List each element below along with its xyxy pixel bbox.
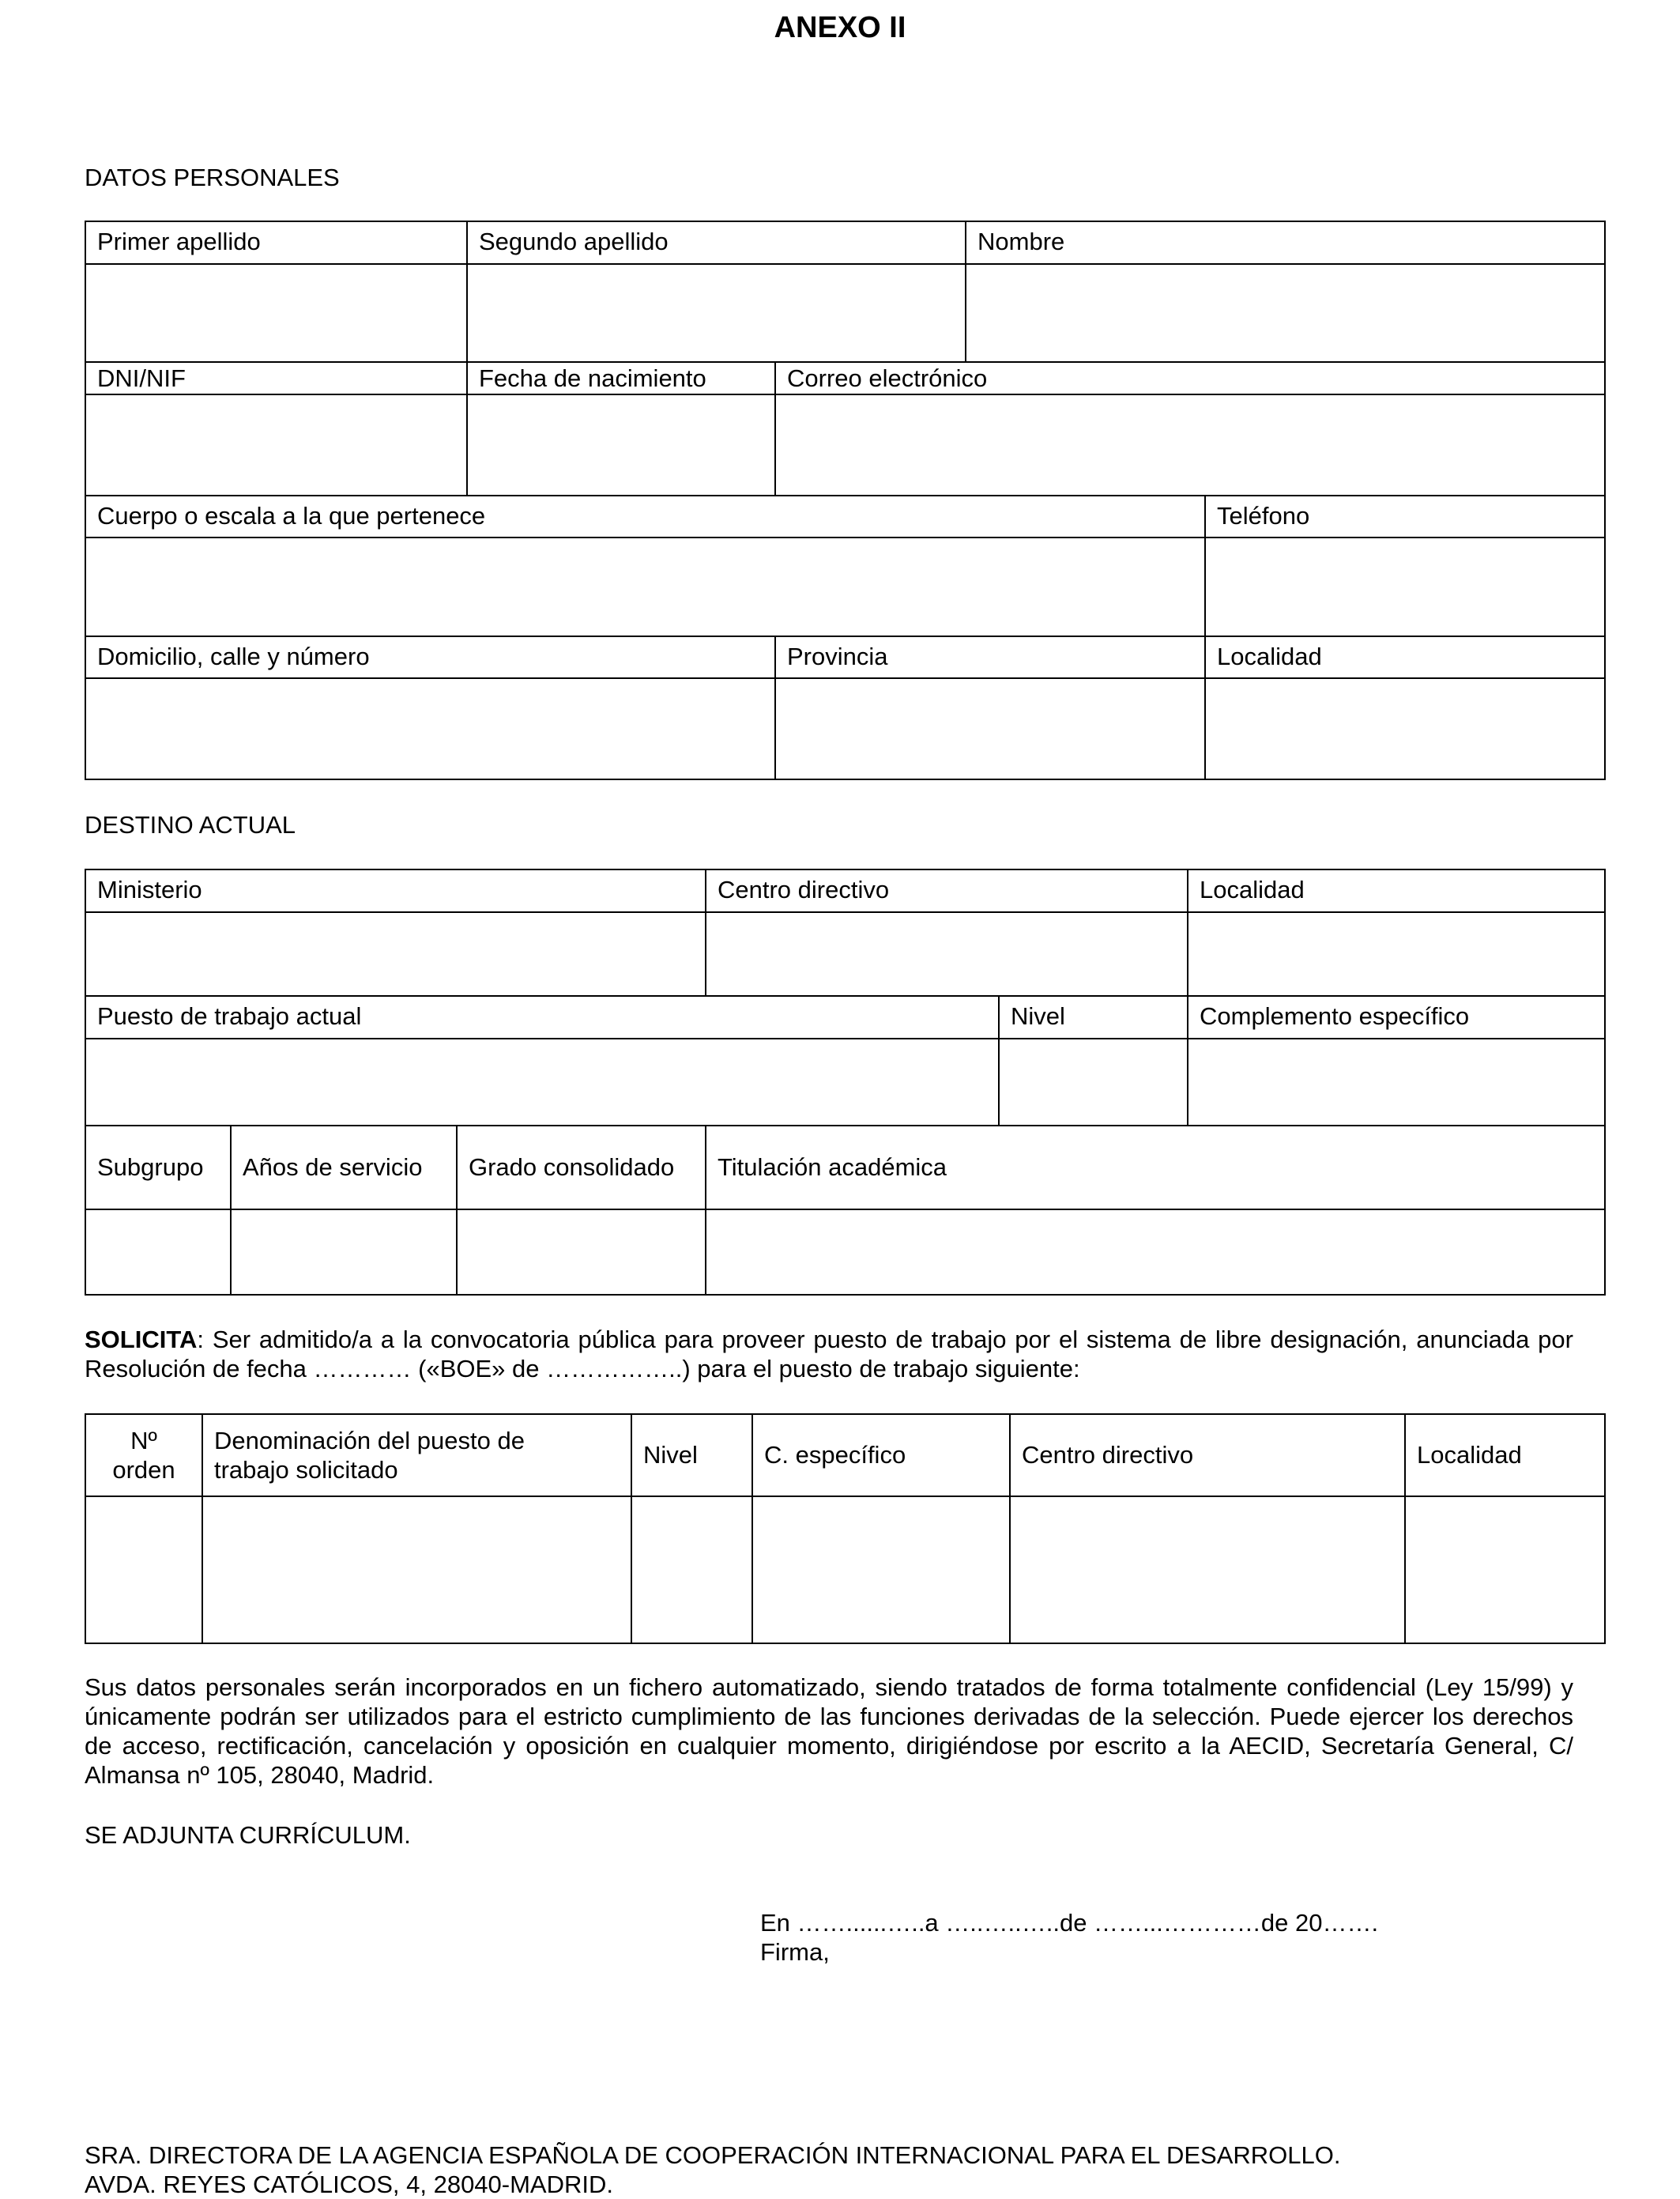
orden-header-label: Nº orden [112,1427,175,1484]
privacy-paragraph: Sus datos personales serán incorporados en un fichero automatizado, siendo tratados de forma totalmente confidencial (Ley 15/99) y únicamente podrán ser utilizados para el estricto cumplimiento de las funciones derivadas de la selección. Puede ejercer los derechos de acceso, rectificación, cancelación y oposición en cualquier momento, dirigiéndose por escrito a la AECID, Secretaría General, C/ Almansa nº 105, 28040, Madrid. [85,1673,1573,1789]
localidad-header [1404,1413,1606,1497]
correo-label: Correo electrónico [787,364,988,392]
puesto-centro-field[interactable] [1009,1496,1406,1644]
puesto-localidad-field[interactable] [1404,1496,1606,1644]
nivel-label: Nivel [1011,1002,1065,1030]
correo-label-cell [774,361,1606,395]
destinatario-line-2: AVDA. REYES CATÓLICOS, 4, 28040-MADRID. [85,2171,613,2198]
denominacion-header-label: Denominación del puesto de trabajo solicitado [214,1427,525,1484]
segundo-apellido-label: Segundo apellido [479,228,669,255]
primer-apellido-label-cell [85,221,468,265]
centro-directivo-label-cell [705,869,1188,913]
cuerpo-field[interactable] [85,537,1206,637]
ministerio-field[interactable] [85,911,706,997]
firma-label: Firma, [760,1938,830,1966]
anos-servicio-label: Años de servicio [243,1153,423,1181]
provincia-label-cell [774,636,1206,679]
anos-servicio-field[interactable] [230,1209,458,1296]
page-title: ANEXO II [774,11,906,44]
localidad-label: Localidad [1217,643,1322,670]
subgrupo-field[interactable] [85,1209,232,1296]
primer-apellido-label: Primer apellido [97,228,261,255]
nivel-header [631,1413,753,1497]
destino-localidad-field[interactable] [1187,911,1606,997]
segundo-apellido-label-cell [466,221,966,265]
dni-label: DNI/NIF [97,364,186,392]
ministerio-label: Ministerio [97,876,202,903]
localidad-header-label: Localidad [1417,1441,1522,1469]
nombre-field[interactable] [965,263,1606,363]
fecha-nacimiento-label: Fecha de nacimiento [479,364,706,392]
puesto-field[interactable] [85,1038,1000,1126]
nombre-label: Nombre [977,228,1065,255]
grado-label: Grado consolidado [469,1153,675,1181]
centro-directivo-field[interactable] [705,911,1188,997]
c-especifico-header [751,1413,1011,1497]
destino-localidad-label-cell [1187,869,1606,913]
denominacion-header [202,1413,632,1497]
segundo-apellido-field[interactable] [466,263,966,363]
titulacion-label-cell [705,1125,1606,1210]
anos-servicio-label-cell [230,1125,458,1210]
primer-apellido-field[interactable] [85,263,468,363]
puesto-label-cell [85,995,1000,1039]
complemento-label-cell [1187,995,1606,1039]
domicilio-label-cell [85,636,776,679]
denominacion-field[interactable] [202,1496,632,1644]
cuerpo-label-cell [85,495,1206,538]
provincia-field[interactable] [774,677,1206,780]
titulacion-label: Titulación académica [718,1153,947,1181]
cuerpo-label: Cuerpo o escala a la que pertenece [97,502,486,530]
fecha-nacimiento-field[interactable] [466,394,776,496]
puesto-label: Puesto de trabajo actual [97,1002,362,1030]
complemento-label: Complemento específico [1200,1002,1470,1030]
complemento-field[interactable] [1187,1038,1606,1126]
titulacion-field[interactable] [705,1209,1606,1296]
c-especifico-field[interactable] [751,1496,1011,1644]
puesto-nivel-field[interactable] [631,1496,753,1644]
centro-header [1009,1413,1406,1497]
adjunta-curriculum: SE ADJUNTA CURRÍCULUM. [85,1821,411,1849]
solicita-paragraph [85,1325,1573,1383]
datos-personales-table [85,221,1606,782]
correo-field[interactable] [774,394,1606,496]
telefono-field[interactable] [1204,537,1606,637]
destino-localidad-label: Localidad [1200,876,1305,903]
fecha-firma-block [760,1908,1378,1967]
centro-directivo-label: Centro directivo [718,876,890,903]
orden-header [85,1413,203,1497]
domicilio-field[interactable] [85,677,776,780]
nivel-field[interactable] [998,1038,1188,1126]
dni-field[interactable] [85,394,468,496]
puestos-solicitados-table [85,1413,1606,1646]
solicita-text: : Ser admitido/a a la convocatoria pública para proveer puesto de trabajo por el sistema de libre designación, anunciada por Resolución de fecha ………… («BOE» de ……………..) para el puesto de trabajo siguiente: [85,1326,1573,1382]
section-heading-datos-personales: DATOS PERSONALES [85,164,340,191]
grado-field[interactable] [456,1209,706,1296]
destinatario-line-1: SRA. DIRECTORA DE LA AGENCIA ESPAÑOLA DE COOPERACIÓN INTERNACIONAL PARA EL DESARROLLO. [85,2141,1341,2169]
nivel-label-cell [998,995,1188,1039]
telefono-label: Teléfono [1217,502,1310,530]
subgrupo-label-cell [85,1125,232,1210]
fecha-linea: En ……......…..a …..…..…..de ……...…………de 20……. [760,1909,1379,1937]
destino-actual-table [85,869,1606,1297]
c-especifico-header-label: C. específico [764,1441,906,1469]
dni-label-cell [85,361,468,395]
telefono-label-cell [1204,495,1606,538]
fecha-nacimiento-label-cell [466,361,776,395]
centro-header-label: Centro directivo [1022,1441,1194,1469]
nombre-label-cell [965,221,1606,265]
domicilio-label: Domicilio, calle y número [97,643,370,670]
ministerio-label-cell [85,869,706,913]
localidad-label-cell [1204,636,1606,679]
localidad-field[interactable] [1204,677,1606,780]
provincia-label: Provincia [787,643,888,670]
solicita-lead: SOLICITA [85,1326,198,1353]
grado-label-cell [456,1125,706,1210]
section-heading-destino-actual: DESTINO ACTUAL [85,811,296,839]
orden-field[interactable] [85,1496,203,1644]
nivel-header-label: Nivel [643,1441,698,1469]
subgrupo-label: Subgrupo [97,1153,204,1181]
destinatario-block [85,2141,1341,2199]
